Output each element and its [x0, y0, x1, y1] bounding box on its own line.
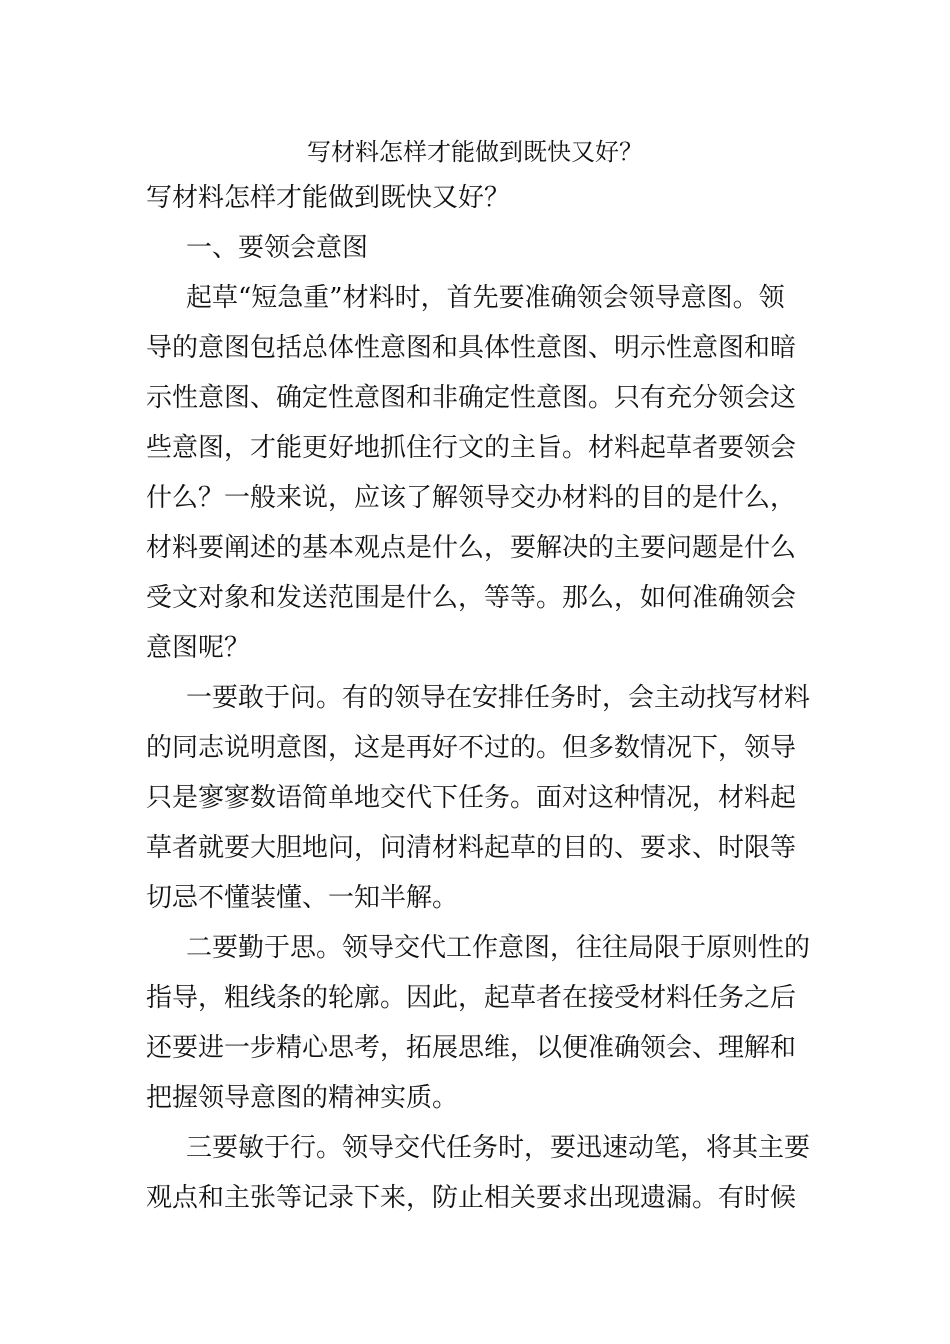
- text-line: 三要敏于行。领导交代任务时，要迅速动笔，将其主要: [186, 1133, 811, 1163]
- text-line: 示性意图、确定性意图和非确定性意图。只有充分领会这: [146, 383, 797, 413]
- text-line: 的同志说明意图，这是再好不过的。但多数情况下，领导: [146, 733, 797, 763]
- section-heading: 一、要领会意图: [186, 233, 369, 263]
- text-line: 切忌不懂装懂、一知半解。: [146, 883, 459, 913]
- text-line: 起草“短急重”材料时，首先要准确领会领导意图。领: [186, 283, 785, 313]
- text-line: 观点和主张等记录下来，防止相关要求出现遗漏。有时候: [146, 1183, 797, 1213]
- text-line: 意图呢？: [146, 633, 251, 663]
- text-line: 把握领导意图的精神实质。: [146, 1083, 459, 1113]
- text-line: 指导，粗线条的轮廓。因此，起草者在接受材料任务之后: [146, 983, 797, 1013]
- text-line: 二要勤于思。领导交代工作意图，往往局限于原则性的: [186, 933, 811, 963]
- document-title: 写材料怎样才能做到既快又好？: [307, 138, 643, 166]
- text-line: 还要进一步精心思考，拓展思维，以便准确领会、理解和: [146, 1033, 797, 1063]
- text-line: 导的意图包括总体性意图和具体性意图、明示性意图和暗: [146, 333, 797, 363]
- text-line: 草者就要大胆地问，问清材料起草的目的、要求、时限等: [146, 833, 797, 863]
- text-line: 什么？一般来说，应该了解领导交办材料的目的是什么，: [146, 483, 797, 513]
- text-line: 些意图，才能更好地抓住行文的主旨。材料起草者要领会: [146, 433, 797, 463]
- text-line: 受文对象和发送范围是什么，等等。那么，如何准确领会: [146, 583, 797, 613]
- text-line: 只是寥寥数语简单地交代下任务。面对这种情况，材料起: [146, 783, 797, 813]
- text-line: 一要敢于问。有的领导在安排任务时，会主动找写材料: [186, 683, 811, 713]
- text-line: 材料要阐述的基本观点是什么，要解决的主要问题是什么: [146, 533, 797, 563]
- subtitle-line: 写材料怎样才能做到既快又好？: [146, 183, 511, 213]
